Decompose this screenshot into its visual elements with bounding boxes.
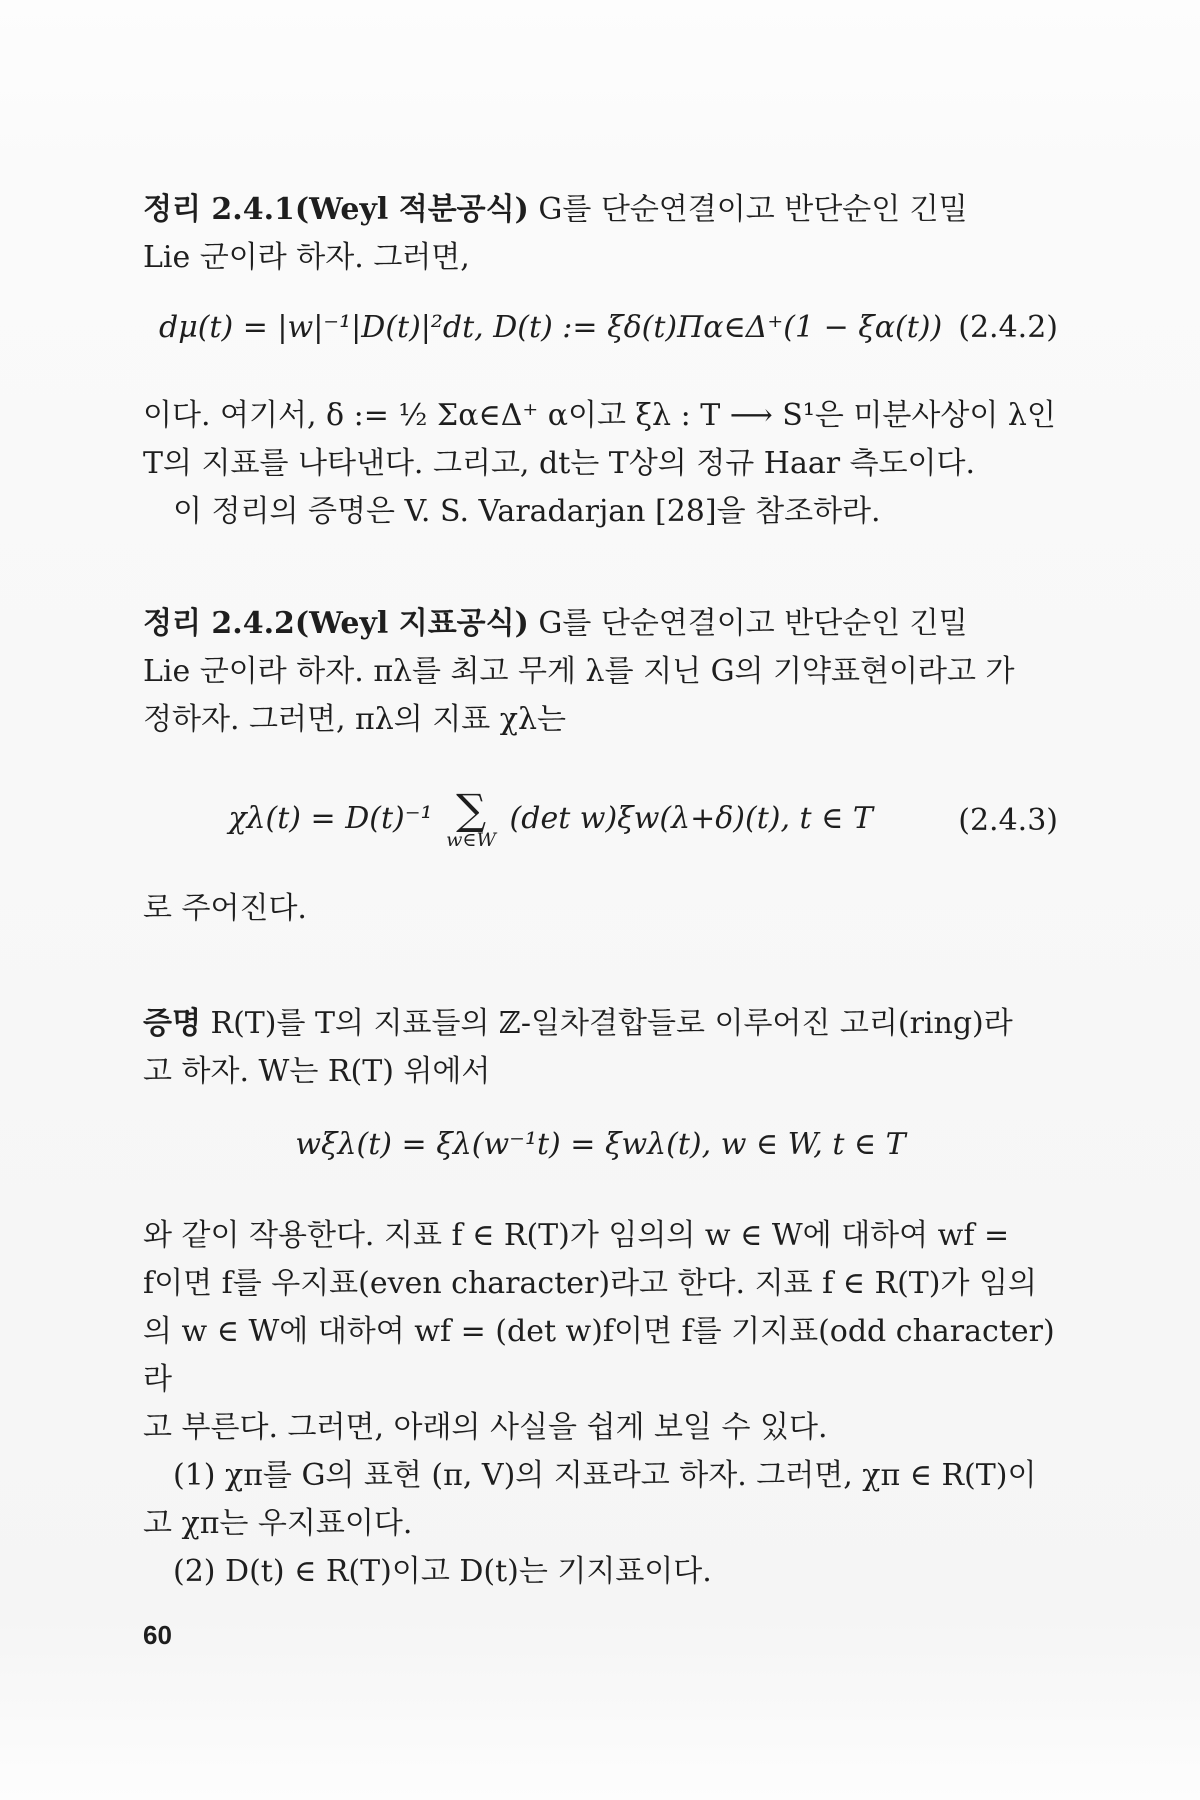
equation-action xyxy=(143,1120,1058,1168)
equation-lhs: χλ(t) = D(t)⁻¹ xyxy=(228,801,433,836)
text-line: 로 주어진다. xyxy=(143,891,307,926)
list-item-1: (1) χπ를 G의 표현 (π, V)의 지표라고 하자. 그러면, χπ ∈ R(T)이 xyxy=(173,1458,1037,1493)
proof xyxy=(143,1000,1058,1096)
proof-text: 고 하자. W는 R(T) 위에서 xyxy=(143,1054,491,1089)
text-line: 이 정리의 증명은 V. S. Varadarjan [28]을 참조하라. xyxy=(173,494,881,529)
theorem-title: 정리 2.4.1(Weyl 적분공식) xyxy=(143,192,529,227)
equation-body: wξλ(t) = ξλ(w⁻¹t) = ξwλ(t), w ∈ W, t ∈ T xyxy=(295,1126,906,1162)
summation-symbol xyxy=(446,785,496,851)
text-line: T의 지표를 나타낸다. 그리고, dt는 T상의 정규 Haar 측도이다. xyxy=(143,446,976,481)
theorem-text: Lie 군이라 하자. 그러면, xyxy=(143,240,470,275)
paragraph-after-eq1 xyxy=(143,392,1058,536)
equation-rhs: (det w)ξw(λ+δ)(t), t ∈ T xyxy=(509,801,873,836)
theorem-text: Lie 군이라 하자. πλ를 최고 무게 λ를 지닌 G의 기약표현이라고 가 xyxy=(143,654,1015,689)
text-line: 고 부른다. 그러면, 아래의 사실을 쉽게 보일 수 있다. xyxy=(143,1410,828,1445)
page-number: 60 xyxy=(143,1620,172,1650)
theorem-text: G를 단순연결이고 반단순인 긴밀 xyxy=(528,192,968,227)
theorem-text: 정하자. 그러면, πλ의 지표 χλ는 xyxy=(143,702,566,737)
theorem-2-4-2 xyxy=(143,600,1058,744)
text-line: 의 w ∈ W에 대하여 wf = (det w)f이면 f를 기지표(odd character)라 xyxy=(143,1314,1055,1397)
paragraph-after-eq2 xyxy=(143,885,1058,933)
proof-title: 증명 xyxy=(143,1006,201,1041)
proof-text: R(T)를 T의 지표들의 ℤ-일차결합들로 이루어진 고리(ring)라 xyxy=(200,1006,1013,1041)
equation-body: dμ(t) = |w|⁻¹|D(t)|²dt, D(t) := ξδ(t)Πα∈Δ⁺(1 − ξα(t)) xyxy=(159,309,943,345)
theorem-title: 정리 2.4.2(Weyl 지표공식) xyxy=(143,606,529,641)
sum-index: w∈W xyxy=(446,829,496,851)
theorem-2-4-1 xyxy=(143,186,1058,282)
paragraph-after-eq3 xyxy=(143,1212,1058,1596)
equation-2-4-2 xyxy=(143,303,1058,351)
text-line: 와 같이 작용한다. 지표 f ∈ R(T)가 임의의 w ∈ W에 대하여 wf = xyxy=(143,1218,1010,1253)
text-line: 이다. 여기서, δ := ½ Σα∈Δ⁺ α이고 ξλ : T ⟶ S¹은 미분사상이 λ인 xyxy=(143,398,1056,433)
sigma-symbol: ∑ xyxy=(456,785,487,834)
equation-2-4-3 xyxy=(143,775,1058,865)
text-line: f이면 f를 우지표(even character)라고 한다. 지표 f ∈ R(T)가 임의 xyxy=(143,1266,1037,1301)
theorem-text: G를 단순연결이고 반단순인 긴밀 xyxy=(528,606,968,641)
list-item-2: (2) D(t) ∈ R(T)이고 D(t)는 기지표이다. xyxy=(173,1554,712,1589)
equation-number: (2.4.2) xyxy=(958,309,1058,345)
list-item-1-cont: 고 χπ는 우지표이다. xyxy=(143,1506,413,1541)
equation-number: (2.4.3) xyxy=(958,802,1058,838)
